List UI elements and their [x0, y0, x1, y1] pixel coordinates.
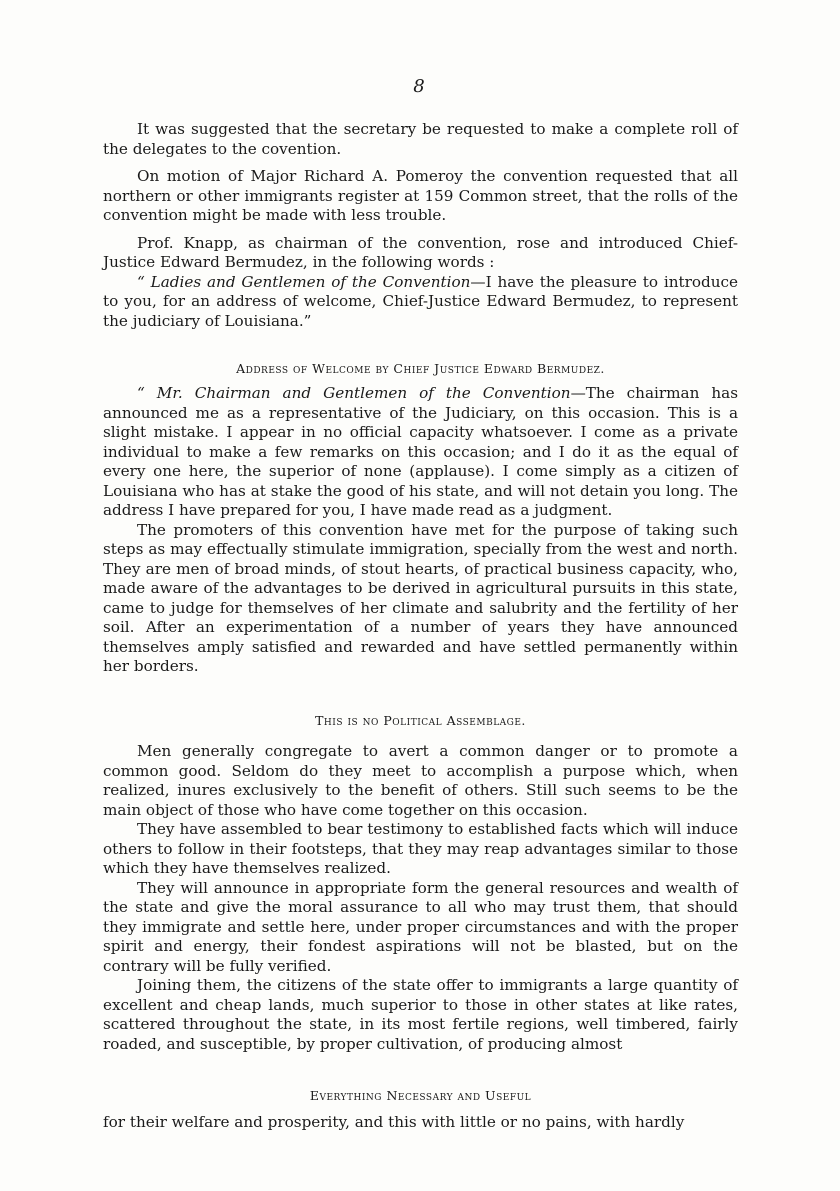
address-section	[103, 384, 738, 677]
paragraph-men-congregate: Men generally congregate to avert a common danger or to promote a common good. Seldom do they meet to accomplish a purpose which, when realized, inures exclusively to the benefit of others. Still such seems to be the main object of those who have come together on this occasion.	[103, 742, 738, 819]
paragraph-secretary-roll: It was suggested that the secretary be requested to make a complete roll of the delegates to the covention.	[103, 120, 738, 158]
paragraph-address-opening	[103, 384, 738, 521]
quote-salutation: “ Ladies and Gentlemen of the Convention	[137, 272, 471, 291]
paragraph-promoters: The promoters of this convention have met for the purpose of taking such steps as may effectually stimulate immigration, specially from the west and north. They are men of broad minds, of stout hearts, of practical business capacity, who, made aware of the advantages to be derived in agricultural pursuits in this state, came to judge for themselves of her climate and salubrity and the fertility of her soil. After an experimentation of a number of years they have announced themselves amply satisfied and rewarded and have settled permanently within her borders.	[103, 520, 738, 675]
assemblage-section	[103, 742, 738, 1054]
heading-everything-necessary: Everything Necessary and Useful	[309, 1088, 532, 1103]
address-salutation: “ Mr. Chairman and Gentlemen of the Convention	[137, 384, 571, 402]
paragraph-joining-them: Joining them, the citizens of the state offer to immigrants a large quantity of excellent and cheap lands, much superior to those in other states at like rates, scattered throughout the state, in its most fertile regions, well timbered, fairly roaded, and susceptible, by proper cultivation, of producing almost	[103, 976, 738, 1053]
paragraph-announce-resources: They will announce in appropriate form the general resources and wealth of the state and give the moral assurance to all who may trust them, that should they immigrate and settle here, under proper circumstances and with the proper spirit and energy, their fondest aspirations will not be blasted, but on the contrary will be fully verified.	[103, 878, 738, 975]
paragraph-welfare-prosperity: for their welfare and prosperity, and this with little or no pains, with hardly	[103, 1113, 685, 1131]
intro-section	[103, 120, 738, 331]
heading-address-of-welcome: Address of Welcome by Chief Justice Edward Bermudez.	[236, 361, 605, 376]
paragraph-pomeroy-motion: On motion of Major Richard A. Pomeroy the convention requested that all northern or other immigrants register at 159 Common street, that the rolls of the convention might be made with less trouble.	[103, 167, 738, 224]
paragraph-knapp-introduction: Prof. Knapp, as chairman of the convention, rose and introduced Chief-Justice Edward Bermudez, in the following words :	[103, 233, 738, 271]
paragraph-bear-testimony: They have assembled to bear testimony to established facts which will induce others to follow in their footsteps, that they may reap advantages similar to those which they have themselves realized.	[103, 820, 738, 877]
paragraph-introduction-quote	[103, 273, 738, 332]
closing-section	[103, 1113, 738, 1133]
page-number: 8	[413, 76, 425, 97]
heading-no-political-assemblage: This is no Political Assemblage.	[315, 713, 526, 728]
address-opening-body: —The chairman has announced me as a representative of the Judiciary, on this occasion. This is a slight mistake. I appear in no official capacity whatsoever. I come as a private individual to make a few remarks on this occasion; and I do it as the equal of every one here, the superior of none (applause). I come simply as a citizen of Louisiana who has at stake the good of his state, and will not detain you long. The address I have prepared for you, I have made read as a judgment.	[103, 384, 738, 519]
quote-body: —I have the pleasure to introduce to you, for an address of welcome, Chief-Justice Edward Bermudez, to represent the judiciary of Louisiana.”	[103, 272, 739, 330]
